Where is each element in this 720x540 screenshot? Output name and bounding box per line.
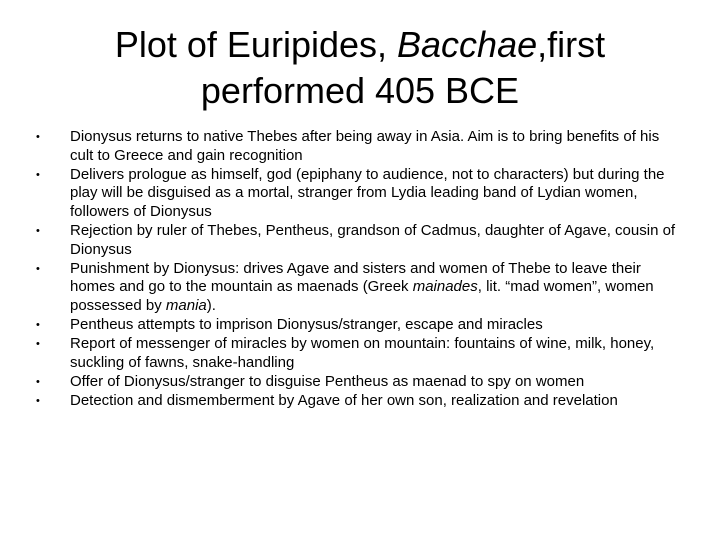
bullet-dot-icon: •	[36, 394, 40, 407]
bullet-item	[36, 128, 686, 165]
bullet-item	[36, 260, 686, 316]
bullet-item	[36, 222, 686, 259]
bullet-text-segment: Delivers prologue as himself, god (epiphany to audience, not to characters) but during the play will be disguised as a mortal, stranger from Lydia leading band of Lydian women, followers of Dionysus	[70, 165, 665, 220]
slide-title	[40, 22, 680, 114]
bullet-item	[36, 392, 686, 411]
title-italic-work: Bacchae	[397, 24, 538, 65]
bullet-item	[36, 373, 686, 392]
bullet-dot-icon: •	[36, 262, 40, 275]
bullet-text	[70, 316, 543, 333]
bullet-dot-icon: •	[36, 168, 40, 181]
title-part-2: ,first performed 405 BCE	[200, 24, 606, 111]
bullet-text-segment: ).	[206, 296, 216, 314]
bullet-text-segment: , lit. “mad women”, women possessed by	[70, 278, 654, 314]
bullet-dot-icon: •	[36, 318, 40, 331]
bullet-text-segment: Rejection by ruler of Thebes, Pentheus, grandson of Cadmus, daughter of Agave, cousin of Dionysus	[70, 221, 676, 258]
bullet-text	[70, 373, 584, 390]
bullet-item	[36, 335, 686, 372]
bullet-italic-term: mania	[165, 296, 207, 314]
bullet-italic-term: mainades	[412, 278, 478, 296]
bullet-text	[70, 128, 659, 164]
bullet-text-segment: Report of messenger of miracles by women on mountain: fountains of wine, milk, honey, suckling of fawns, snake-handling	[70, 335, 655, 371]
bullet-text-segment: Dionysus returns to native Thebes after being away in Asia. Aim is to bring benefits of his cult to Greece and gain recognition	[70, 128, 660, 164]
title-part-1: Plot of Euripides,	[114, 24, 398, 65]
bullet-dot-icon: •	[36, 224, 40, 237]
bullet-dot-icon: •	[36, 375, 40, 388]
bullet-text	[70, 260, 654, 314]
bullet-dot-icon: •	[36, 131, 40, 143]
bullet-item	[36, 316, 686, 335]
bullet-item	[36, 166, 686, 222]
bullet-text-segment: Offer of Dionysus/stranger to disguise Pentheus as maenad to spy on women	[70, 372, 585, 390]
bullet-text	[70, 335, 654, 371]
bullet-dot-icon: •	[36, 338, 40, 351]
bullet-text	[70, 222, 675, 258]
bullet-list	[36, 128, 686, 411]
bullet-text-segment: Detection and dismemberment by Agave of her own son, realization and revelation	[70, 391, 618, 409]
bullet-text	[70, 166, 665, 220]
bullet-text-segment: Punishment by Dionysus: drives Agave and sisters and women of Thebe to leave their homes and go to the mountain as maenads (Greek	[70, 259, 641, 296]
bullet-text-segment: Pentheus attempts to imprison Dionysus/stranger, escape and miracles	[70, 315, 543, 333]
bullet-text	[70, 392, 618, 409]
